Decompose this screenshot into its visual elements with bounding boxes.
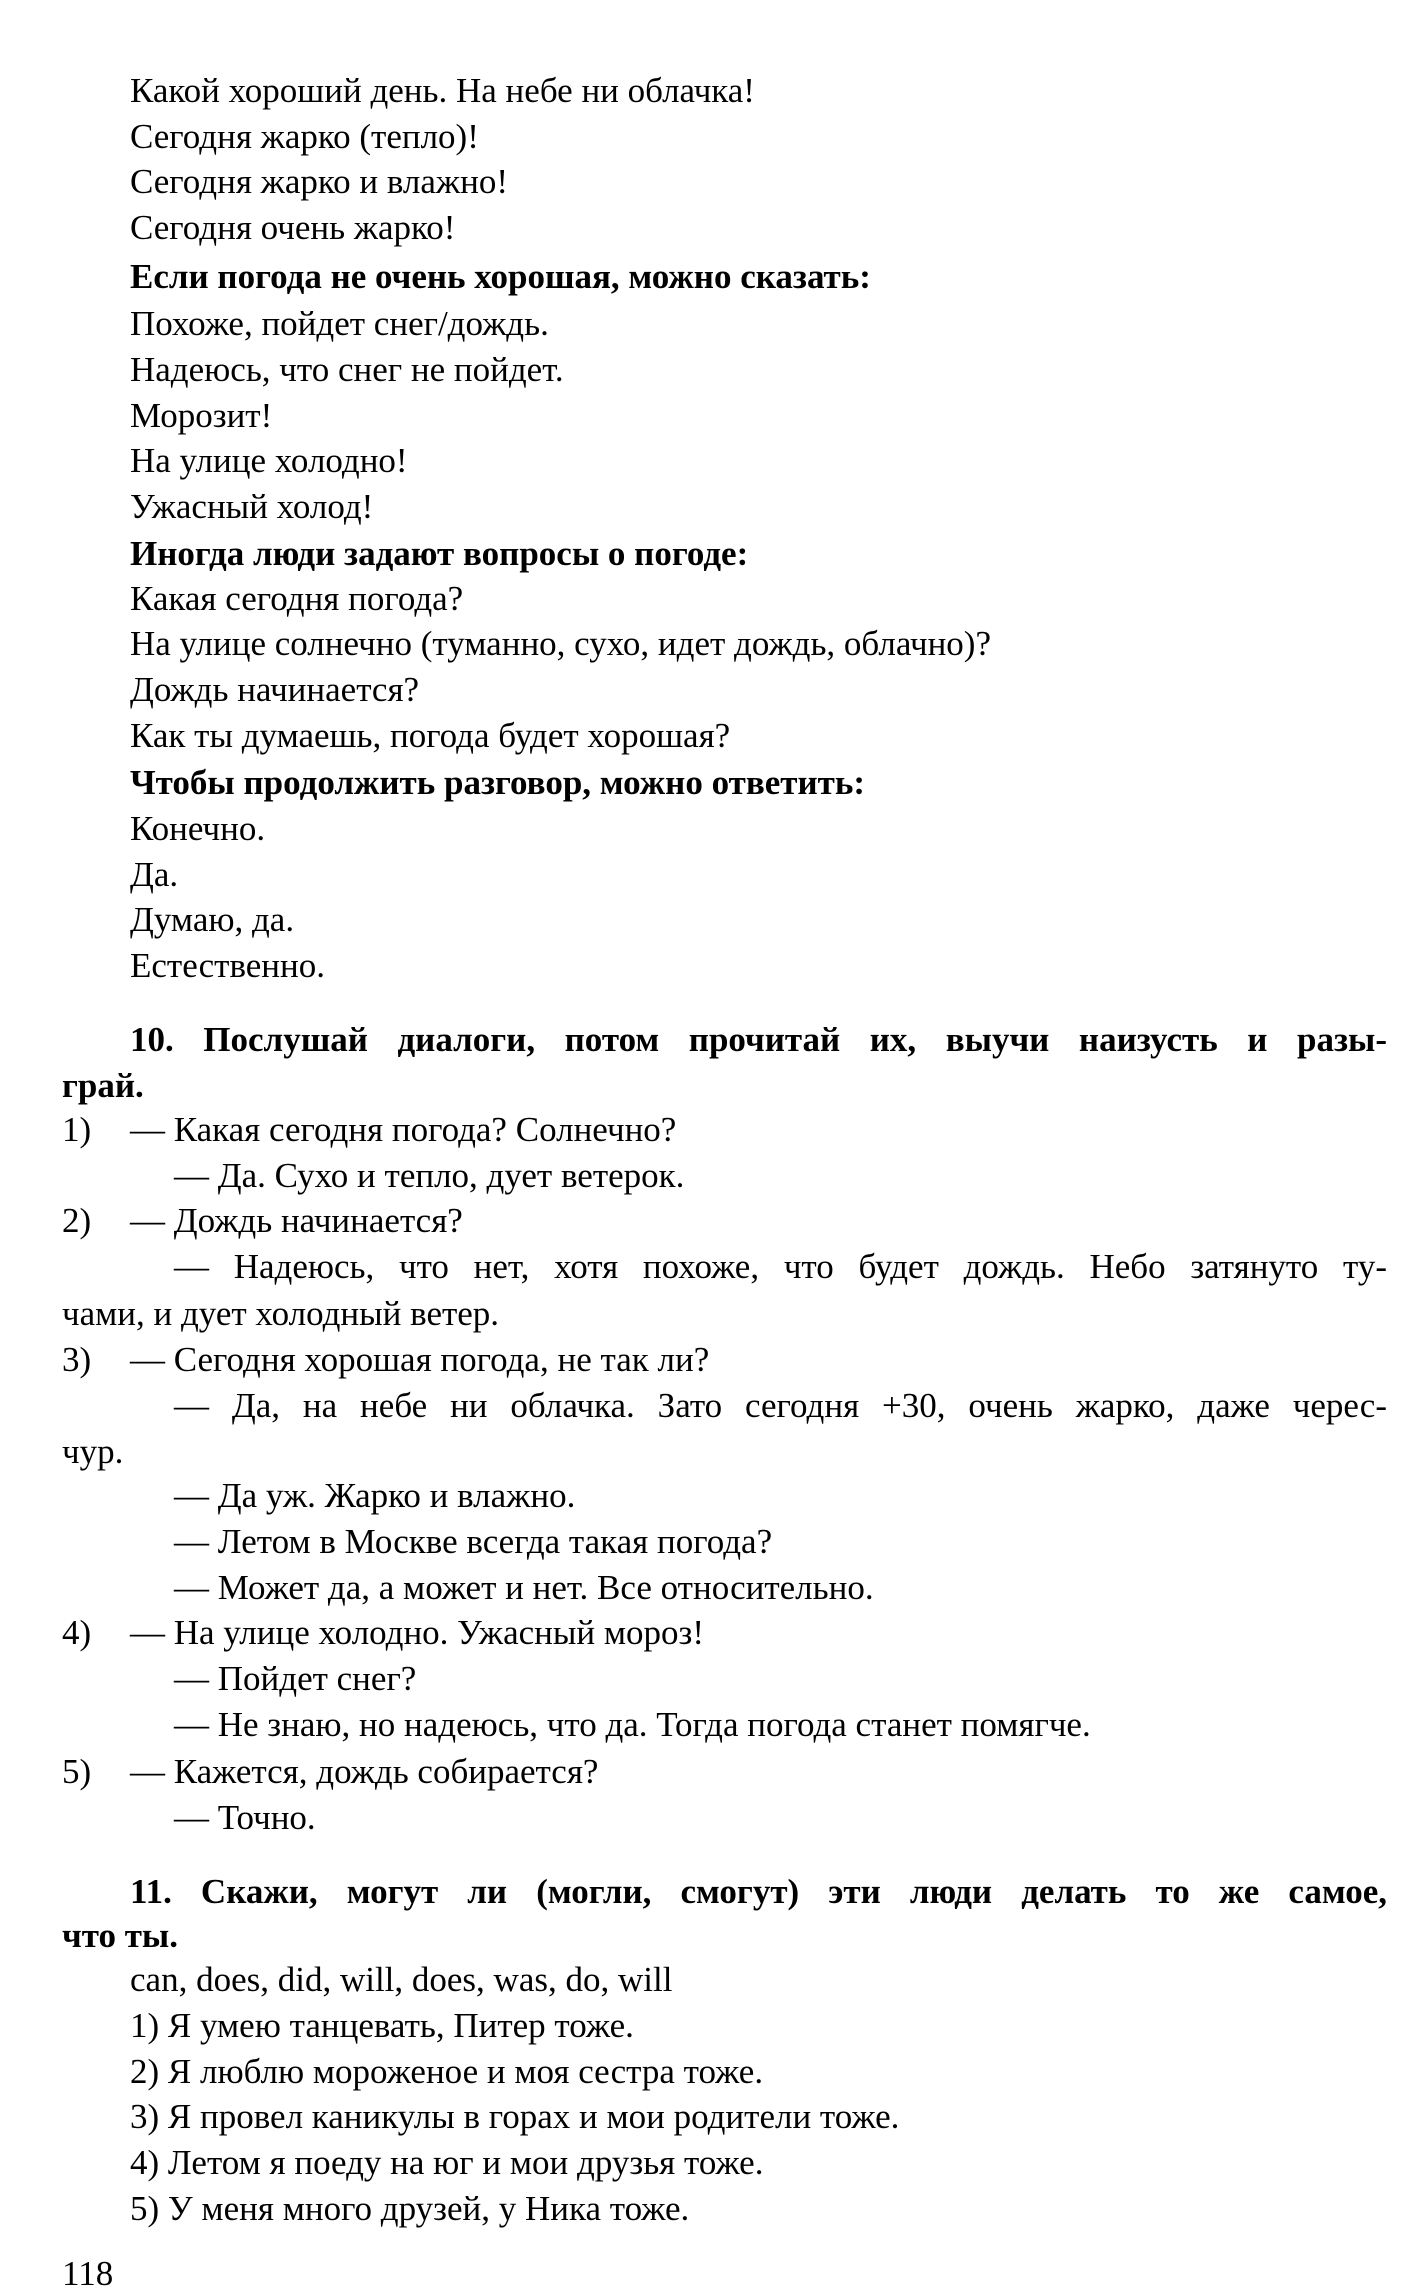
dialog-number: 2) (62, 1201, 92, 1240)
exercise-10-title-cont: грай. (62, 1066, 144, 1105)
dialog-number: 3) (62, 1340, 92, 1379)
section-heading: Чтобы продолжить разговор, можно ответить: (130, 763, 865, 802)
phrase: Надеюсь, что снег не пойдет. (130, 350, 564, 389)
exercise-item: 3) Я провел каникулы в горах и мои родители тоже. (130, 2097, 900, 2136)
dialog-line: — Может да, а может и нет. Все относительно. (174, 1568, 874, 1607)
dialog-number: 4) (62, 1613, 92, 1652)
word-bank: can, does, did, will, does, was, do, will (130, 1960, 673, 1999)
phrase: Конечно. (130, 809, 266, 848)
section-heading: Если погода не очень хорошая, можно сказать: (130, 257, 871, 296)
dialog-line: — Надеюсь, что нет, хотя похоже, что будет дождь. Небо затянуто ту- (174, 1247, 1387, 1286)
phrase: Сегодня жарко и влажно! (130, 162, 508, 201)
dialog-line: — Не знаю, но надеюсь, что да. Тогда погода станет помягче. (174, 1705, 1091, 1744)
phrase: Похоже, пойдет снег/дождь. (130, 304, 549, 343)
phrase: Сегодня очень жарко! (130, 208, 456, 247)
phrase: Ужасный холод! (130, 487, 374, 526)
phrase: Думаю, да. (130, 900, 295, 939)
phrase: Как ты думаешь, погода будет хорошая? (130, 716, 731, 755)
exercise-11-title: 11. Скажи, могут ли (могли, смогут) эти люди делать то же самое, (130, 1872, 1387, 1911)
dialog-line: — Да. Сухо и тепло, дует ветерок. (174, 1156, 685, 1195)
section-heading: Иногда люди задают вопросы о погоде: (130, 534, 749, 573)
phrase: Сегодня жарко (тепло)! (130, 117, 479, 156)
dialog-number: 5) (62, 1752, 92, 1791)
exercise-item: 5) У меня много друзей, у Ника тоже. (130, 2189, 690, 2228)
phrase: Да. (130, 855, 179, 894)
dialog-line: — Летом в Москве всегда такая погода? (174, 1522, 773, 1561)
dialog-line: — Точно. (174, 1798, 316, 1837)
dialog-line: — Да, на небе ни облачка. Зато сегодня +30, очень жарко, даже черес- (174, 1386, 1387, 1425)
dialog-line: чами, и дует холодный ветер. (62, 1294, 500, 1333)
dialog-line: — На улице холодно. Ужасный мороз! (130, 1613, 704, 1652)
dialog-line: — Кажется, дождь собирается? (130, 1752, 599, 1791)
exercise-item: 4) Летом я поеду на юг и мои друзья тоже. (130, 2143, 764, 2182)
exercise-item: 1) Я умею танцевать, Питер тоже. (130, 2006, 634, 2045)
phrase: Морозит! (130, 396, 273, 435)
phrase: Какая сегодня погода? (130, 579, 464, 618)
dialog-line: — Дождь начинается? (130, 1201, 463, 1240)
phrase: Какой хороший день. На небе ни облачка! (130, 71, 755, 110)
dialog-line: — Сегодня хорошая погода, не так ли? (130, 1340, 710, 1379)
dialog-line: — Да уж. Жарко и влажно. (174, 1476, 576, 1515)
phrase: Дождь начинается? (130, 670, 420, 709)
dialog-line: — Какая сегодня погода? Солнечно? (130, 1110, 677, 1149)
phrase: На улице солнечно (туманно, сухо, идет дождь, облачно)? (130, 624, 991, 663)
dialog-line: — Пойдет снег? (174, 1659, 417, 1698)
phrase: На улице холодно! (130, 441, 408, 480)
exercise-10-title: 10. Послушай диалоги, потом прочитай их, выучи наизусть и разы- (130, 1020, 1387, 1059)
exercise-11-title-cont: что ты. (62, 1916, 178, 1955)
exercise-item: 2) Я люблю мороженое и моя сестра тоже. (130, 2052, 764, 2091)
dialog-line: чур. (62, 1432, 124, 1471)
page-number: 118 (62, 2254, 114, 2293)
phrase: Естественно. (130, 946, 326, 985)
dialog-number: 1) (62, 1110, 92, 1149)
